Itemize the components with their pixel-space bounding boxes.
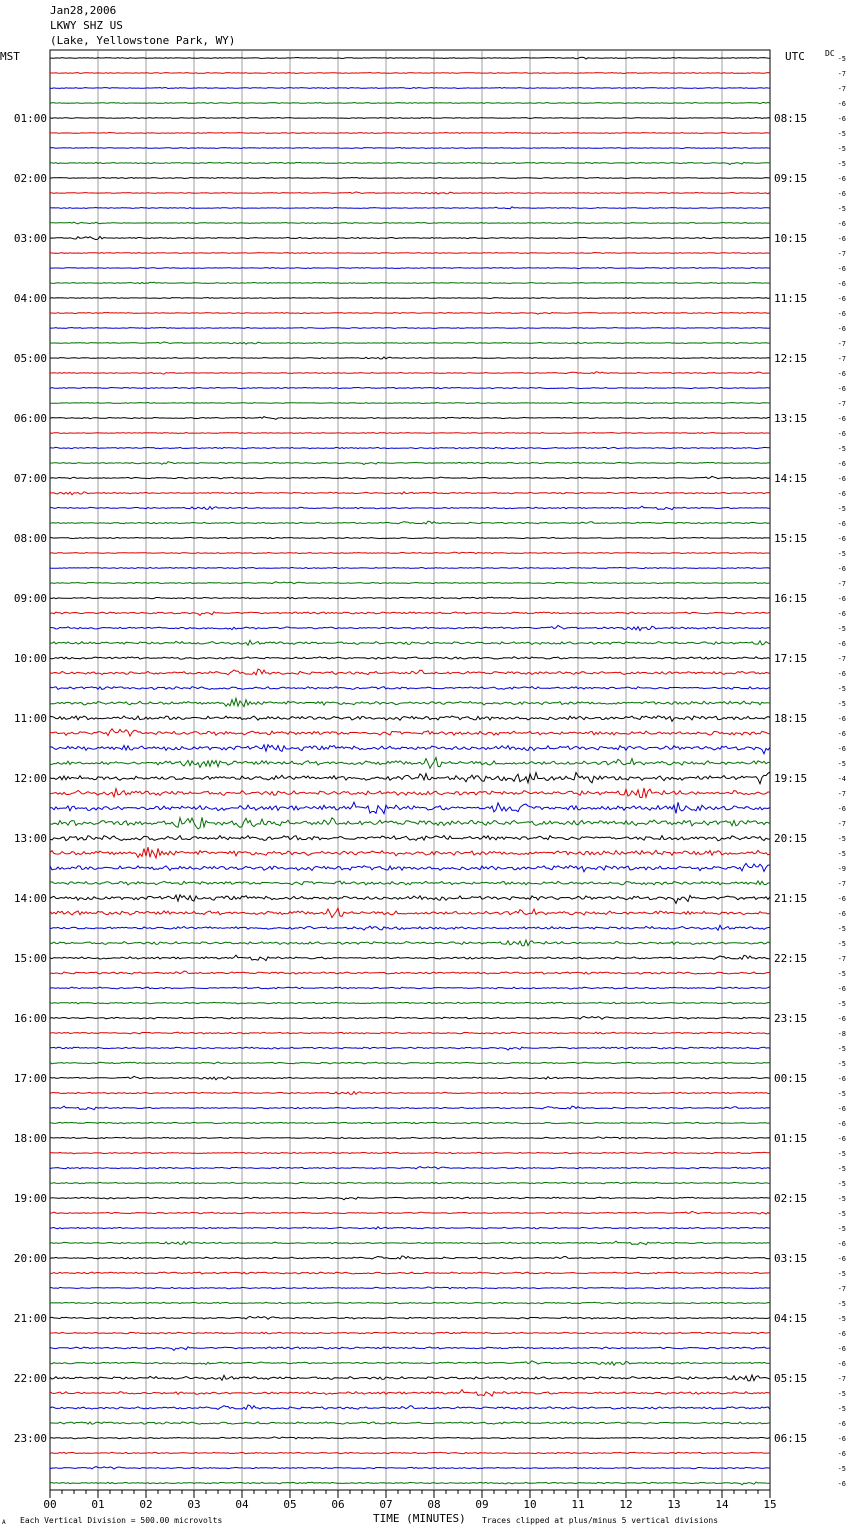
dc-offset-label: -6 bbox=[837, 1360, 846, 1368]
dc-offset-label: -6 bbox=[837, 1435, 846, 1443]
utc-hour-label: 21:15 bbox=[774, 892, 808, 905]
utc-hour-label: 10:15 bbox=[774, 232, 808, 245]
dc-offset-label: -6 bbox=[837, 670, 846, 678]
dc-offset-label: -5 bbox=[837, 1390, 846, 1398]
trace-line bbox=[50, 192, 770, 194]
corner-mark: A bbox=[2, 1519, 6, 1526]
x-tick-label: 12 bbox=[619, 1498, 633, 1511]
utc-hour-label: 02:15 bbox=[774, 1192, 808, 1205]
utc-hour-label: 12:15 bbox=[774, 352, 808, 365]
dc-offset-label: -7 bbox=[837, 790, 846, 798]
utc-hour-label: 16:15 bbox=[774, 592, 808, 605]
mst-hour-label: 09:00 bbox=[13, 592, 47, 605]
utc-hour-label: 22:15 bbox=[774, 952, 808, 965]
x-tick-label: 15 bbox=[763, 1498, 777, 1511]
trace-line bbox=[50, 1047, 770, 1050]
dc-offset-label: -6 bbox=[837, 295, 846, 303]
mst-hour-label: 13:00 bbox=[13, 832, 47, 845]
mst-hour-label: 06:00 bbox=[13, 412, 47, 425]
trace-line bbox=[50, 462, 770, 465]
dc-label: DC bbox=[825, 49, 835, 58]
dc-offset-label: -5 bbox=[837, 1210, 846, 1218]
trace-line bbox=[50, 925, 770, 930]
dc-offset-label: -5 bbox=[837, 1000, 846, 1008]
dc-offset-label: -6 bbox=[837, 235, 846, 243]
mst-hour-label: 07:00 bbox=[13, 472, 47, 485]
dc-offset-label: -7 bbox=[837, 1285, 846, 1293]
trace-line bbox=[50, 940, 770, 946]
dc-offset-label: -5 bbox=[837, 625, 846, 633]
trace-line bbox=[50, 657, 770, 659]
trace-line bbox=[50, 1332, 770, 1334]
trace-line bbox=[50, 1467, 770, 1469]
date-label: Jan28,2006 bbox=[50, 4, 117, 17]
dc-offset-label: -7 bbox=[837, 340, 846, 348]
trace-line bbox=[50, 1076, 770, 1079]
dc-offset-label: -5 bbox=[837, 1405, 846, 1413]
trace-line bbox=[50, 417, 770, 420]
dc-offset-label: -6 bbox=[837, 745, 846, 753]
utc-hour-label: 00:15 bbox=[774, 1072, 808, 1085]
trace-line bbox=[50, 1316, 770, 1319]
trace-line bbox=[50, 403, 770, 404]
utc-hour-label: 18:15 bbox=[774, 712, 808, 725]
dc-offset-label: -7 bbox=[837, 580, 846, 588]
dc-offset-label: -6 bbox=[837, 385, 846, 393]
mst-hour-label: 16:00 bbox=[13, 1012, 47, 1025]
trace-line bbox=[50, 476, 770, 478]
utc-hour-label: 04:15 bbox=[774, 1312, 808, 1325]
x-axis-title: TIME (MINUTES) bbox=[373, 1512, 466, 1525]
trace-line bbox=[50, 1182, 770, 1184]
dc-offset-label: -5 bbox=[837, 160, 846, 168]
trace-line bbox=[50, 521, 770, 524]
dc-offset-label: -5 bbox=[837, 760, 846, 768]
dc-offset-label: -6 bbox=[837, 805, 846, 813]
trace-line bbox=[50, 1092, 770, 1095]
plot-frame bbox=[50, 50, 770, 1490]
utc-hour-label: 13:15 bbox=[774, 412, 808, 425]
mst-hour-label: 02:00 bbox=[13, 172, 47, 185]
dc-offset-label: -5 bbox=[837, 505, 846, 513]
location-label: (Lake, Yellowstone Park, WY) bbox=[50, 34, 236, 47]
dc-offset-label: -9 bbox=[837, 865, 846, 873]
dc-offset-label: -6 bbox=[837, 1420, 846, 1428]
mst-hour-label: 03:00 bbox=[13, 232, 47, 245]
trace-line bbox=[50, 506, 770, 510]
mst-hour-label: 04:00 bbox=[13, 292, 47, 305]
dc-offset-label: -6 bbox=[837, 1450, 846, 1458]
trace-line bbox=[50, 895, 770, 904]
x-tick-label: 06 bbox=[331, 1498, 345, 1511]
trace-line bbox=[50, 971, 770, 974]
dc-offset-label: -7 bbox=[837, 355, 846, 363]
trace-line bbox=[50, 625, 770, 630]
trace-line bbox=[50, 955, 770, 960]
dc-offset-label: -6 bbox=[837, 175, 846, 183]
trace-line bbox=[50, 1152, 770, 1154]
x-tick-label: 05 bbox=[283, 1498, 297, 1511]
dc-offset-label: -5 bbox=[837, 1315, 846, 1323]
trace-line bbox=[50, 537, 770, 538]
x-tick-label: 09 bbox=[475, 1498, 489, 1511]
dc-offset-label: -5 bbox=[837, 1195, 846, 1203]
dc-offset-label: -6 bbox=[837, 415, 846, 423]
trace-line bbox=[50, 745, 770, 754]
dc-offset-label: -6 bbox=[837, 460, 846, 468]
dc-offset-label: -6 bbox=[837, 115, 846, 123]
grid bbox=[50, 50, 770, 1498]
dc-offset-label: -5 bbox=[837, 1270, 846, 1278]
x-tick-label: 08 bbox=[427, 1498, 441, 1511]
dc-offset-label: -6 bbox=[837, 1330, 846, 1338]
trace-line bbox=[50, 222, 770, 224]
dc-offset-label: -6 bbox=[837, 265, 846, 273]
dc-offset-label: -5 bbox=[837, 445, 846, 453]
dc-offset-label: -5 bbox=[837, 700, 846, 708]
trace-line bbox=[50, 612, 770, 616]
trace-line bbox=[50, 282, 770, 284]
trace-line bbox=[50, 881, 770, 885]
dc-offset-label: -6 bbox=[837, 715, 846, 723]
utc-hour-label: 09:15 bbox=[774, 172, 808, 185]
dc-offset-label: -7 bbox=[837, 85, 846, 93]
dc-offset-label: -5 bbox=[837, 1060, 846, 1068]
trace-line bbox=[50, 118, 770, 119]
trace-line bbox=[50, 236, 770, 239]
trace-line bbox=[50, 1062, 770, 1064]
dc-offset-label: -5 bbox=[837, 925, 846, 933]
trace-line bbox=[50, 552, 770, 554]
dc-offset-label: -7 bbox=[837, 250, 846, 258]
dc-offset-label: -6 bbox=[837, 565, 846, 573]
trace-line bbox=[50, 669, 770, 675]
x-tick-label: 07 bbox=[379, 1498, 393, 1511]
trace-line bbox=[50, 1452, 770, 1453]
mst-hour-label: 23:00 bbox=[13, 1432, 47, 1445]
dc-offset-label: -6 bbox=[837, 490, 846, 498]
trace-line bbox=[50, 73, 770, 74]
clip-note: Traces clipped at plus/minus 5 vertical divisions bbox=[482, 1516, 719, 1525]
trace-line bbox=[50, 57, 770, 59]
dc-offset-label: -5 bbox=[837, 205, 846, 213]
mst-hour-label: 10:00 bbox=[13, 652, 47, 665]
trace-line bbox=[50, 1227, 770, 1229]
trace-line bbox=[50, 148, 770, 149]
mst-hour-label: 15:00 bbox=[13, 952, 47, 965]
dc-offset-label: -6 bbox=[837, 1075, 846, 1083]
mst-hour-label: 08:00 bbox=[13, 532, 47, 545]
dc-offset-label: -5 bbox=[837, 55, 846, 63]
station-label: LKWY SHZ US bbox=[50, 19, 123, 32]
utc-hour-label: 05:15 bbox=[774, 1372, 808, 1385]
x-tick-label: 13 bbox=[667, 1498, 681, 1511]
trace-line bbox=[50, 772, 770, 784]
dc-offset-label: -6 bbox=[837, 910, 846, 918]
dc-offset-label: -8 bbox=[837, 1030, 846, 1038]
trace-line bbox=[50, 1016, 770, 1019]
trace-line bbox=[50, 1482, 770, 1485]
trace-line bbox=[50, 836, 770, 841]
dc-offset-label: -6 bbox=[837, 610, 846, 618]
dc-offset-label: -6 bbox=[837, 475, 846, 483]
dc-offset-label: -6 bbox=[837, 1120, 846, 1128]
trace-line bbox=[50, 716, 770, 722]
mst-hour-label: 19:00 bbox=[13, 1192, 47, 1205]
scale-note: Each Vertical Division = 500.00 microvolts bbox=[20, 1516, 223, 1525]
dc-offset-label: -7 bbox=[837, 820, 846, 828]
trace-line bbox=[50, 758, 770, 769]
x-tick-label: 10 bbox=[523, 1498, 537, 1511]
trace-line bbox=[50, 1197, 770, 1200]
dc-offset-label: -5 bbox=[837, 1300, 846, 1308]
x-tick-label: 14 bbox=[715, 1498, 729, 1511]
trace-line bbox=[50, 357, 770, 359]
dc-offset-label: -7 bbox=[837, 880, 846, 888]
x-tick-label: 03 bbox=[187, 1498, 201, 1511]
dc-offset-label: -6 bbox=[837, 1135, 846, 1143]
dc-offset-label: -6 bbox=[837, 1345, 846, 1353]
utc-hour-label: 06:15 bbox=[774, 1432, 808, 1445]
dc-offset-label: -6 bbox=[837, 730, 846, 738]
trace-line bbox=[50, 133, 770, 134]
trace-line bbox=[50, 342, 770, 344]
dc-offset-label: -5 bbox=[837, 550, 846, 558]
dc-offset-label: -5 bbox=[837, 850, 846, 858]
trace-line bbox=[50, 687, 770, 690]
trace-line bbox=[50, 1390, 770, 1397]
dc-offset-label: -7 bbox=[837, 400, 846, 408]
trace-line bbox=[50, 372, 770, 374]
trace-line bbox=[50, 863, 770, 871]
trace-line bbox=[50, 88, 770, 89]
mst-hour-label: 17:00 bbox=[13, 1072, 47, 1085]
trace-line bbox=[50, 582, 770, 584]
utc-hour-label: 20:15 bbox=[774, 832, 808, 845]
trace-line bbox=[50, 1405, 770, 1409]
dc-offset-label: -6 bbox=[837, 1480, 846, 1488]
dc-offset-label: -5 bbox=[837, 1180, 846, 1188]
mst-hour-label: 05:00 bbox=[13, 352, 47, 365]
mst-hour-label: 14:00 bbox=[13, 892, 47, 905]
trace-line bbox=[50, 387, 770, 388]
dc-offset-label: -5 bbox=[837, 1225, 846, 1233]
trace-line bbox=[50, 640, 770, 645]
trace-line bbox=[50, 162, 770, 164]
mst-hour-label: 22:00 bbox=[13, 1372, 47, 1385]
x-tick-label: 02 bbox=[139, 1498, 153, 1511]
dc-offset-label: -6 bbox=[837, 640, 846, 648]
trace-line bbox=[50, 1287, 770, 1289]
trace-line bbox=[50, 1347, 770, 1351]
trace-line bbox=[50, 1256, 770, 1259]
dc-offset-label: -5 bbox=[837, 145, 846, 153]
trace-line bbox=[50, 1272, 770, 1274]
dc-offset-label: -5 bbox=[837, 1045, 846, 1053]
trace-line bbox=[50, 1241, 770, 1245]
trace-line bbox=[50, 447, 770, 448]
dc-offset-label: -7 bbox=[837, 955, 846, 963]
dc-offset-label: -6 bbox=[837, 535, 846, 543]
dc-offset-label: -6 bbox=[837, 310, 846, 318]
dc-offset-label: -6 bbox=[837, 190, 846, 198]
trace-line bbox=[50, 178, 770, 179]
trace-line bbox=[50, 729, 770, 736]
trace-line bbox=[50, 1122, 770, 1123]
dc-offset-label: -5 bbox=[837, 1465, 846, 1473]
trace-line bbox=[50, 1106, 770, 1110]
mst-hour-label: 12:00 bbox=[13, 772, 47, 785]
mst-hour-label: 21:00 bbox=[13, 1312, 47, 1325]
dc-offset-label: -6 bbox=[837, 595, 846, 603]
trace-line bbox=[50, 817, 770, 829]
trace-line bbox=[50, 253, 770, 254]
utc-hour-label: 15:15 bbox=[774, 532, 808, 545]
trace-line bbox=[50, 312, 770, 314]
dc-offset-label: -6 bbox=[837, 220, 846, 228]
dc-offset-label: -6 bbox=[837, 100, 846, 108]
dc-offset-label: -6 bbox=[837, 1255, 846, 1263]
utc-hour-label: 03:15 bbox=[774, 1252, 808, 1265]
trace-line bbox=[50, 433, 770, 434]
mst-hour-label: 11:00 bbox=[13, 712, 47, 725]
trace-line bbox=[50, 1137, 770, 1139]
utc-hour-label: 11:15 bbox=[774, 292, 808, 305]
dc-offset-label: -6 bbox=[837, 1105, 846, 1113]
trace-line bbox=[50, 698, 770, 706]
trace-line bbox=[50, 788, 770, 798]
dc-offset-label: -6 bbox=[837, 280, 846, 288]
dc-offset-label: -5 bbox=[837, 970, 846, 978]
trace-line bbox=[50, 328, 770, 329]
trace-line bbox=[50, 987, 770, 990]
dc-offset-label: -6 bbox=[837, 430, 846, 438]
trace-line bbox=[50, 1002, 770, 1004]
trace-line bbox=[50, 1422, 770, 1424]
trace-line bbox=[50, 102, 770, 103]
mst-hour-label: 20:00 bbox=[13, 1252, 47, 1265]
utc-hour-label: 08:15 bbox=[774, 112, 808, 125]
utc-hour-label: 01:15 bbox=[774, 1132, 808, 1145]
dc-offset-label: -7 bbox=[837, 70, 846, 78]
trace-line bbox=[50, 567, 770, 568]
dc-offset-label: -5 bbox=[837, 685, 846, 693]
trace-line bbox=[50, 908, 770, 918]
dc-offset-label: -6 bbox=[837, 985, 846, 993]
trace-line bbox=[50, 597, 770, 599]
dc-offset-label: -4 bbox=[837, 775, 846, 783]
utc-hour-label: 17:15 bbox=[774, 652, 808, 665]
dc-offset-label: -5 bbox=[837, 940, 846, 948]
dc-offset-label: -6 bbox=[837, 895, 846, 903]
trace-line bbox=[50, 847, 770, 858]
dc-offset-label: -5 bbox=[837, 1150, 846, 1158]
labels bbox=[14, 55, 846, 1511]
utc-hour-label: 19:15 bbox=[774, 772, 808, 785]
utc-zone-label: UTC bbox=[785, 50, 805, 63]
trace-line bbox=[50, 268, 770, 269]
trace-line bbox=[50, 207, 770, 209]
trace-line bbox=[50, 298, 770, 299]
x-tick-label: 01 bbox=[91, 1498, 105, 1511]
dc-offset-label: -5 bbox=[837, 835, 846, 843]
trace-line bbox=[50, 1167, 770, 1169]
x-tick-label: 11 bbox=[571, 1498, 585, 1511]
mst-zone-label: MST bbox=[0, 50, 20, 63]
dc-offset-label: -6 bbox=[837, 1240, 846, 1248]
trace-line bbox=[50, 802, 770, 813]
trace-line bbox=[50, 492, 770, 495]
dc-offset-label: -5 bbox=[837, 130, 846, 138]
dc-offset-label: -6 bbox=[837, 370, 846, 378]
dc-offset-label: -6 bbox=[837, 325, 846, 333]
mst-hour-label: 18:00 bbox=[13, 1132, 47, 1145]
trace-line bbox=[50, 1375, 770, 1381]
utc-hour-label: 23:15 bbox=[774, 1012, 808, 1025]
dc-offset-label: -7 bbox=[837, 1375, 846, 1383]
trace-line bbox=[50, 1361, 770, 1366]
mst-hour-label: 01:00 bbox=[13, 112, 47, 125]
x-tick-label: 04 bbox=[235, 1498, 249, 1511]
trace-line bbox=[50, 1437, 770, 1439]
dc-offset-label: -6 bbox=[837, 520, 846, 528]
trace-line bbox=[50, 1032, 770, 1034]
dc-offset-label: -5 bbox=[837, 1165, 846, 1173]
dc-offset-label: -7 bbox=[837, 655, 846, 663]
trace-line bbox=[50, 1211, 770, 1214]
trace-line bbox=[50, 1302, 770, 1303]
x-tick-label: 00 bbox=[43, 1498, 57, 1511]
dc-offset-label: -5 bbox=[837, 1090, 846, 1098]
traces bbox=[50, 57, 770, 1485]
dc-offset-label: -6 bbox=[837, 1015, 846, 1023]
utc-hour-label: 14:15 bbox=[774, 472, 808, 485]
